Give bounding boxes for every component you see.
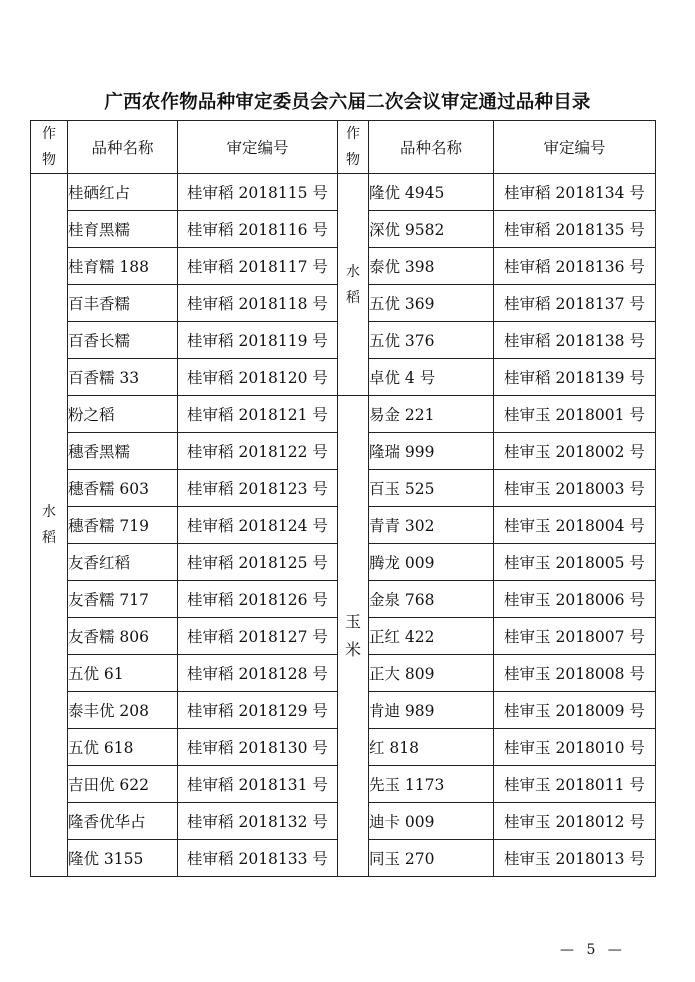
- variety-name: 隆瑞 999: [369, 433, 494, 470]
- approval-code: 桂审玉 2018003 号: [494, 470, 656, 507]
- approval-code: 桂审玉 2018009 号: [494, 692, 656, 729]
- approval-code: 桂审稻 2018127 号: [178, 618, 338, 655]
- variety-name: 五优 376: [369, 322, 494, 359]
- variety-name: 百香长糯: [68, 322, 178, 359]
- table-row: [31, 396, 656, 433]
- approval-code: 桂审稻 2018128 号: [178, 655, 338, 692]
- variety-name: 粉之稻: [68, 396, 178, 433]
- variety-name: 泰优 398: [369, 248, 494, 285]
- approval-code: 桂审稻 2018118 号: [178, 285, 338, 322]
- approval-code: 桂审玉 2018010 号: [494, 729, 656, 766]
- variety-name: 泰丰优 208: [68, 692, 178, 729]
- approval-code: 桂审稻 2018120 号: [178, 359, 338, 396]
- crop-header-right: 作物: [338, 121, 369, 174]
- variety-name: 金泉 768: [369, 581, 494, 618]
- approval-code: 桂审稻 2018125 号: [178, 544, 338, 581]
- page-number: — 5 —: [560, 942, 626, 958]
- approval-code: 桂审玉 2018006 号: [494, 581, 656, 618]
- approval-code: 桂审稻 2018121 号: [178, 396, 338, 433]
- crop-header-left: 作物: [31, 121, 68, 174]
- code-header-left: 审定编号: [178, 121, 338, 174]
- approval-code: 桂审稻 2018138 号: [494, 322, 656, 359]
- variety-name: 百香糯 33: [68, 359, 178, 396]
- crop-cell-right-maize: 玉米: [338, 396, 369, 877]
- variety-name: 百丰香糯: [68, 285, 178, 322]
- variety-name: 友香红稻: [68, 544, 178, 581]
- variety-name: 隆优 4945: [369, 174, 494, 211]
- approval-code: 桂审玉 2018007 号: [494, 618, 656, 655]
- variety-name: 穗香糯 603: [68, 470, 178, 507]
- approval-code: 桂审玉 2018004 号: [494, 507, 656, 544]
- variety-name: 深优 9582: [369, 211, 494, 248]
- variety-name: 友香糯 806: [68, 618, 178, 655]
- variety-name: 红 818: [369, 729, 494, 766]
- name-header-right: 品种名称: [369, 121, 494, 174]
- variety-name: 五优 618: [68, 729, 178, 766]
- variety-name: 桂硒红占: [68, 174, 178, 211]
- approval-code: 桂审稻 2018136 号: [494, 248, 656, 285]
- variety-name: 正大 809: [369, 655, 494, 692]
- table-row: [31, 174, 656, 211]
- variety-catalog-table: [30, 120, 656, 877]
- approval-code: 桂审稻 2018130 号: [178, 729, 338, 766]
- approval-code: 桂审稻 2018116 号: [178, 211, 338, 248]
- approval-code: 桂审稻 2018132 号: [178, 803, 338, 840]
- variety-name: 穗香糯 719: [68, 507, 178, 544]
- document-title: 广西农作物品种审定委员会六届二次会议审定通过品种目录: [104, 92, 591, 113]
- variety-name: 卓优 4 号: [369, 359, 494, 396]
- approval-code: 桂审稻 2018117 号: [178, 248, 338, 285]
- approval-code: 桂审玉 2018011 号: [494, 766, 656, 803]
- approval-code: 桂审稻 2018131 号: [178, 766, 338, 803]
- table-header-row: [31, 121, 656, 174]
- approval-code: 桂审稻 2018115 号: [178, 174, 338, 211]
- variety-name: 迪卡 009: [369, 803, 494, 840]
- approval-code: 桂审稻 2018129 号: [178, 692, 338, 729]
- variety-name: 穗香黑糯: [68, 433, 178, 470]
- approval-code: 桂审稻 2018119 号: [178, 322, 338, 359]
- approval-code: 桂审稻 2018134 号: [494, 174, 656, 211]
- variety-name: 五优 61: [68, 655, 178, 692]
- approval-code: 桂审玉 2018005 号: [494, 544, 656, 581]
- approval-code: 桂审玉 2018001 号: [494, 396, 656, 433]
- variety-name: 友香糯 717: [68, 581, 178, 618]
- approval-code: 桂审稻 2018133 号: [178, 840, 338, 877]
- variety-name: 肯迪 989: [369, 692, 494, 729]
- variety-name: 吉田优 622: [68, 766, 178, 803]
- approval-code: 桂审稻 2018137 号: [494, 285, 656, 322]
- variety-name: 先玉 1173: [369, 766, 494, 803]
- variety-name: 易金 221: [369, 396, 494, 433]
- variety-name: 正红 422: [369, 618, 494, 655]
- approval-code: 桂审稻 2018123 号: [178, 470, 338, 507]
- variety-name: 桂育黑糯: [68, 211, 178, 248]
- approval-code: 桂审玉 2018002 号: [494, 433, 656, 470]
- approval-code: 桂审玉 2018013 号: [494, 840, 656, 877]
- approval-code: 桂审稻 2018126 号: [178, 581, 338, 618]
- crop-cell-right-rice: 水稻: [338, 174, 369, 396]
- name-header-left: 品种名称: [68, 121, 178, 174]
- approval-code: 桂审稻 2018135 号: [494, 211, 656, 248]
- variety-name: 青青 302: [369, 507, 494, 544]
- approval-code: 桂审玉 2018012 号: [494, 803, 656, 840]
- variety-name: 隆香优华占: [68, 803, 178, 840]
- approval-code: 桂审玉 2018008 号: [494, 655, 656, 692]
- approval-code: 桂审稻 2018124 号: [178, 507, 338, 544]
- variety-name: 桂育糯 188: [68, 248, 178, 285]
- variety-name: 隆优 3155: [68, 840, 178, 877]
- variety-name: 同玉 270: [369, 840, 494, 877]
- code-header-right: 审定编号: [494, 121, 656, 174]
- approval-code: 桂审稻 2018122 号: [178, 433, 338, 470]
- variety-name: 五优 369: [369, 285, 494, 322]
- crop-cell-left: 水稻: [31, 174, 68, 877]
- approval-code: 桂审稻 2018139 号: [494, 359, 656, 396]
- variety-name: 腾龙 009: [369, 544, 494, 581]
- variety-name: 百玉 525: [369, 470, 494, 507]
